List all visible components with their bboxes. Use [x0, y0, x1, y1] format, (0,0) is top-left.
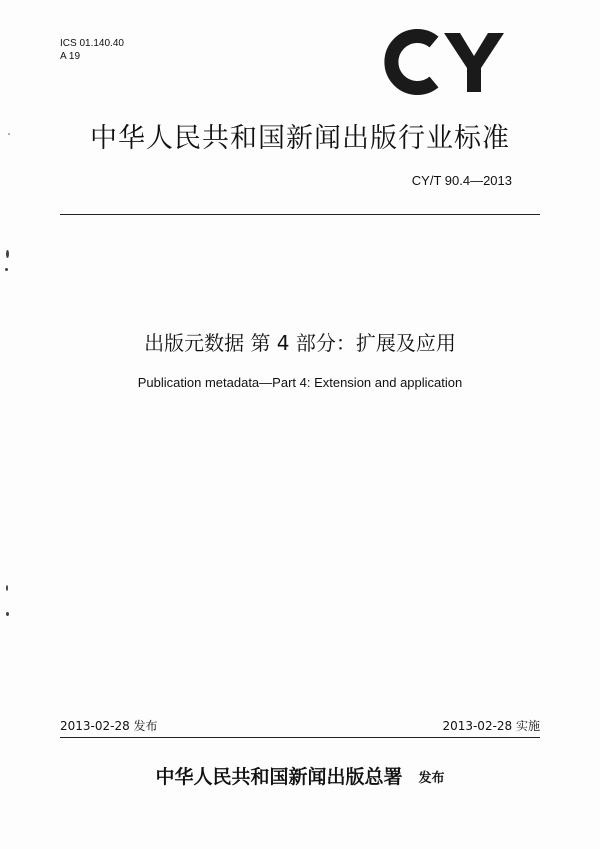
cy-logo — [378, 28, 506, 96]
publisher-name: 中华人民共和国新闻出版总署 — [155, 766, 403, 788]
scan-speck — [8, 133, 10, 135]
scan-speck — [6, 250, 9, 258]
header-divider — [60, 214, 540, 215]
implementation-date: 2013-02-28 实施 — [442, 719, 540, 733]
scan-speck — [6, 612, 9, 616]
footer-divider — [60, 737, 540, 738]
standard-series-title: 中华人民共和国新闻出版行业标准 — [90, 123, 510, 154]
document-title-english: Publication metadata—Part 4: Extension and application — [137, 375, 463, 390]
scan-speck — [5, 268, 8, 271]
publisher-suffix: 发布 — [418, 771, 445, 786]
standard-number: CY/T 90.4—2013 — [411, 173, 512, 188]
issue-date: 2013-02-28 发布 — [60, 719, 158, 733]
ics-code: ICS 01.140.40 — [60, 38, 124, 49]
document-title-chinese: 出版元数据 第 4 部分：扩展及应用 — [144, 331, 456, 355]
category-code: A 19 — [60, 51, 81, 62]
scan-speck — [6, 585, 8, 591]
publisher-line — [0, 762, 600, 789]
classification-codes — [60, 37, 124, 63]
